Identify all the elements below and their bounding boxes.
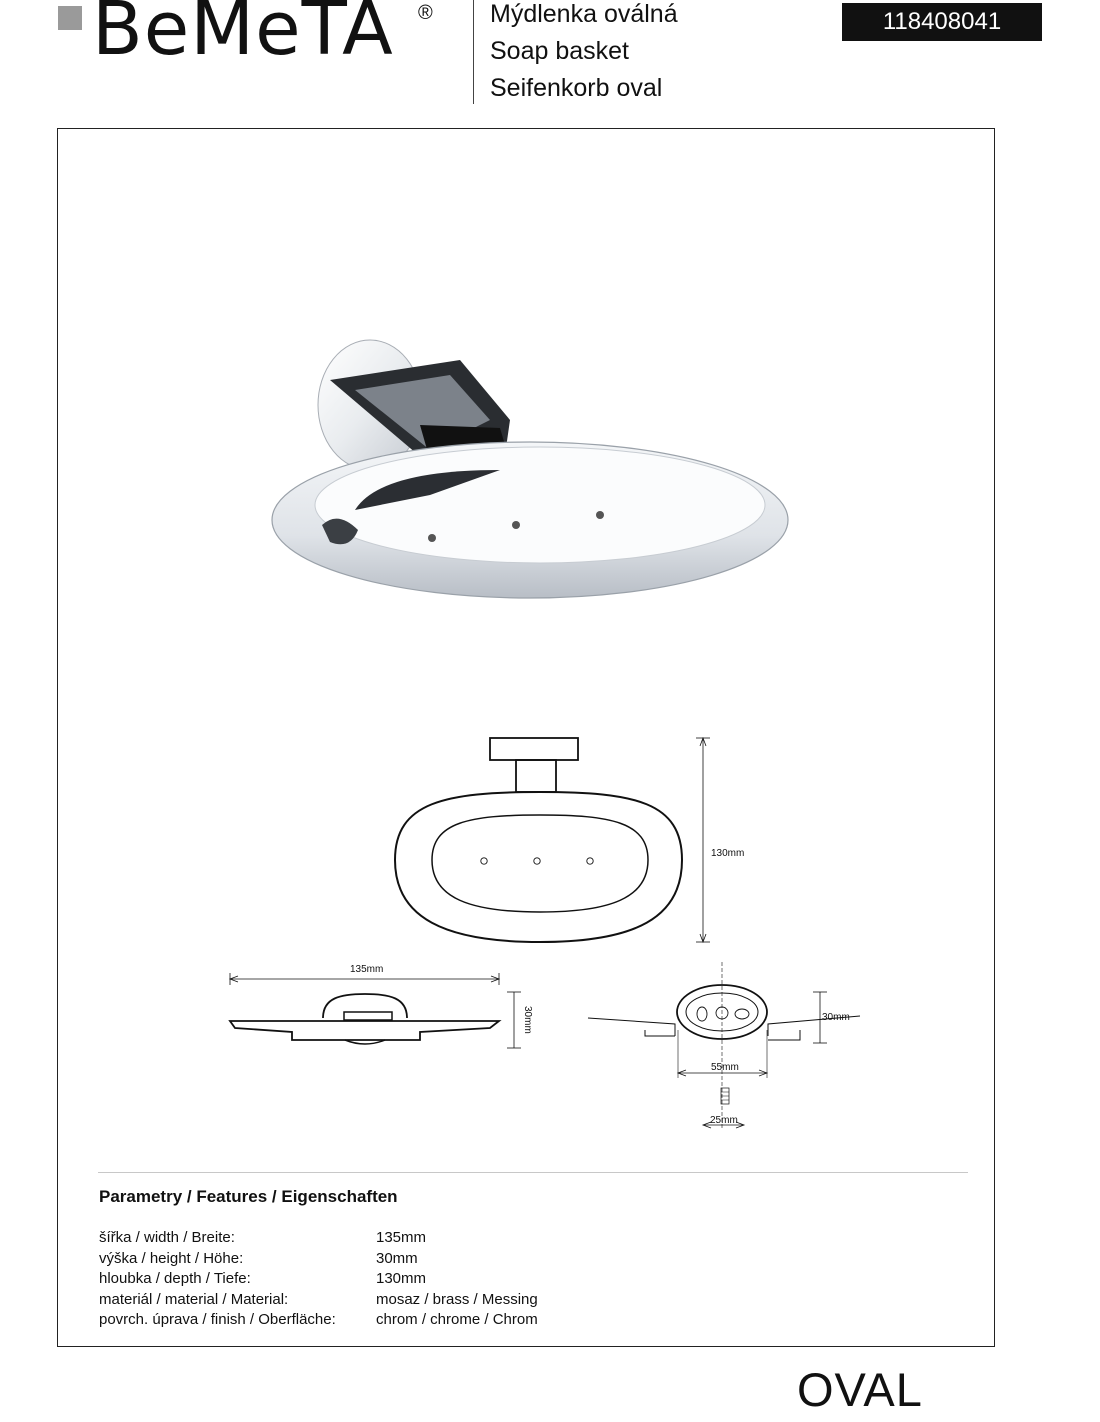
height-dimension: 130mm	[711, 848, 745, 859]
spec-row	[99, 1311, 538, 1332]
spec-value: mosaz / brass / Messing	[376, 1290, 538, 1308]
brand-logo: BeMeTA	[92, 0, 394, 72]
front-view-dish	[230, 1021, 499, 1040]
spec-row	[99, 1229, 538, 1250]
spec-value: 30mm	[376, 1249, 418, 1267]
spec-row	[99, 1291, 538, 1312]
width-dimension: 135mm	[350, 964, 384, 975]
back-height-dimension: 30mm	[822, 1012, 850, 1023]
section-divider	[98, 1172, 968, 1173]
spec-row	[99, 1250, 538, 1271]
base-dimension: 55mm	[711, 1062, 739, 1073]
spec-value: 130mm	[376, 1270, 427, 1288]
screw-dimension: 25mm	[710, 1115, 738, 1126]
spec-label: materiál / material / Material:	[99, 1290, 289, 1308]
spec-value: 135mm	[376, 1229, 427, 1246]
product-name-en: Soap basket	[490, 37, 629, 65]
product-name-cz: Mýdlenka oválná	[490, 0, 678, 28]
product-name-de: Seifenkorb oval	[490, 74, 663, 102]
spec-row	[99, 1270, 538, 1291]
registered-mark: ®	[418, 2, 433, 24]
spec-value: chrom / chrome / Chrom	[376, 1311, 538, 1329]
top-view-inner	[432, 815, 648, 912]
features-table	[99, 1229, 538, 1332]
spec-label: výška / height / Höhe:	[99, 1249, 244, 1267]
header-divider	[473, 0, 474, 104]
spec-label: povrch. úprava / finish / Oberfläche:	[99, 1311, 336, 1329]
top-view-plate	[490, 738, 578, 760]
product-code: 118408041	[842, 3, 1042, 41]
side-height-dimension: 30mm	[522, 1006, 533, 1034]
spec-label: šířka / width / Breite:	[99, 1229, 235, 1246]
spec-label: hloubka / depth / Tiefe:	[99, 1270, 251, 1288]
features-title: Parametry / Features / Eigenschaften	[99, 1187, 398, 1206]
series-name: OVAL	[797, 1363, 923, 1416]
soap-dish-photo	[260, 320, 820, 620]
technical-drawing	[220, 730, 880, 1140]
logo-square	[58, 6, 82, 30]
